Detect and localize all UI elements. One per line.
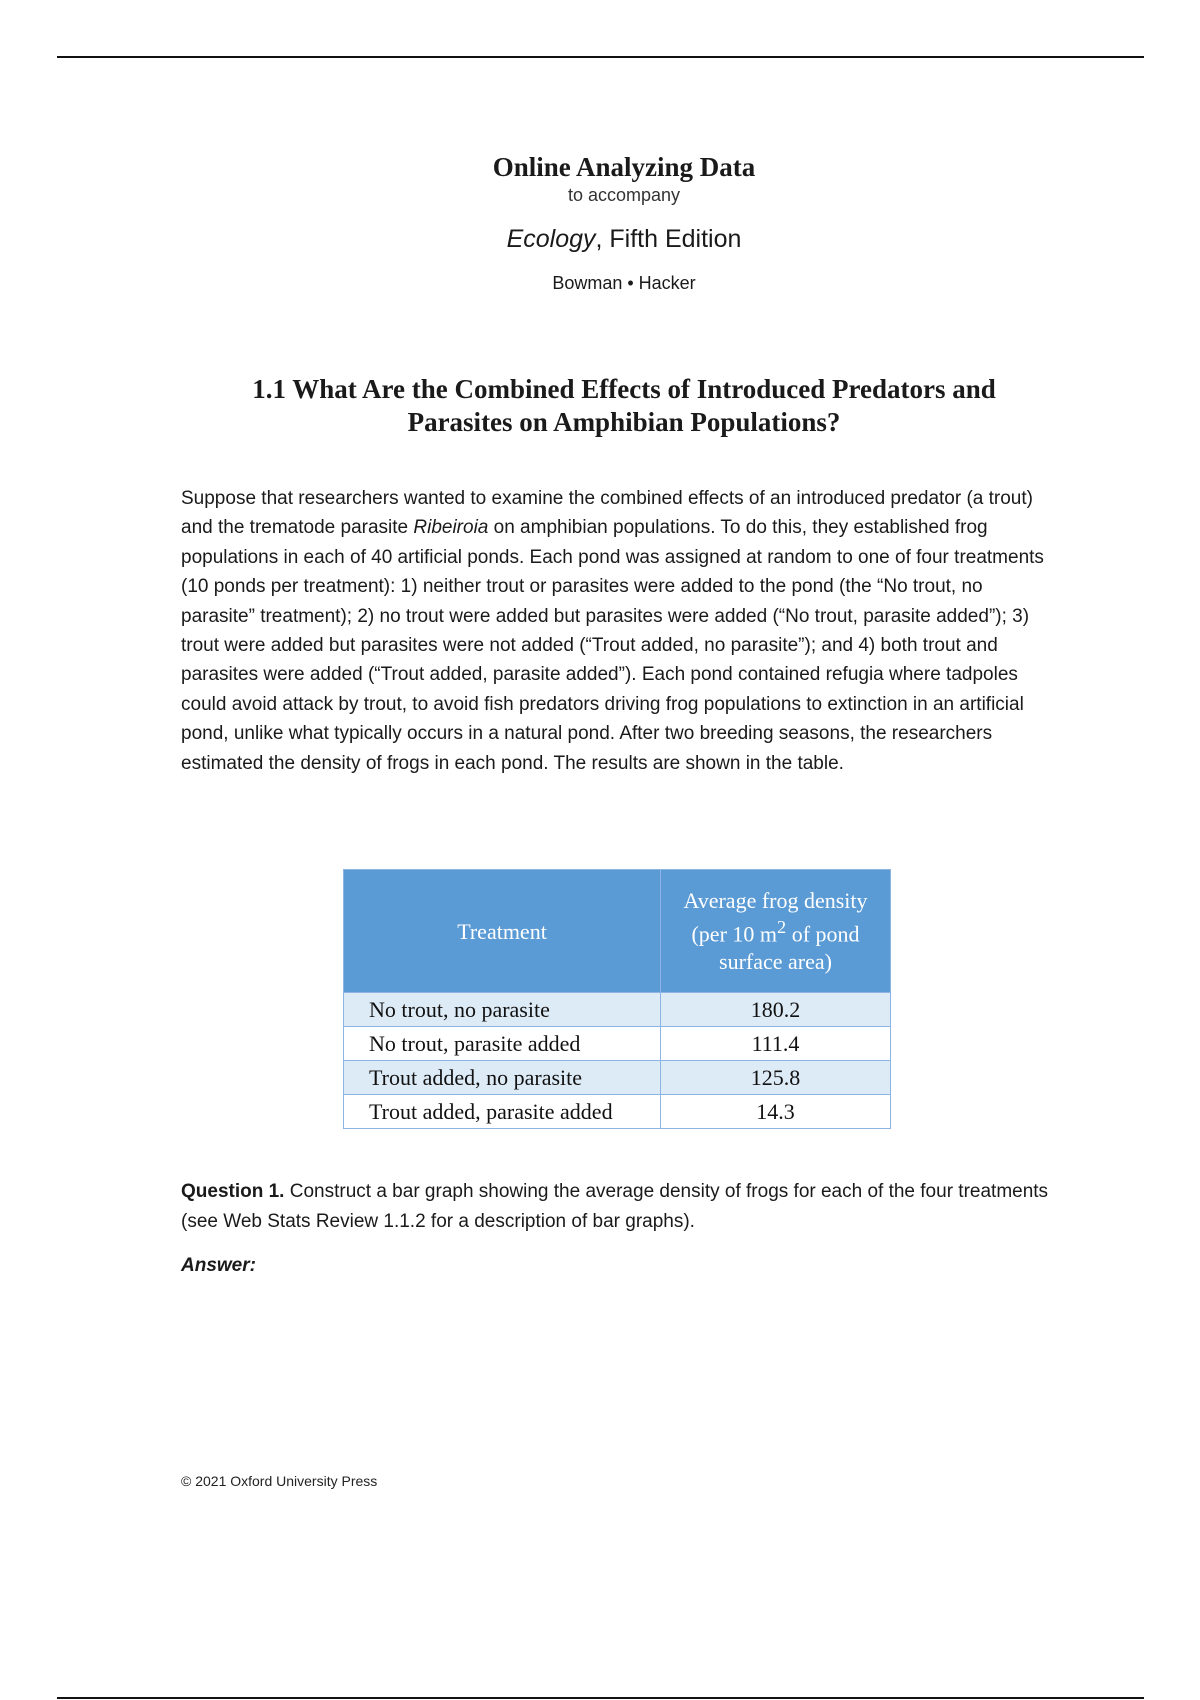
- book-title-line: [0, 224, 1200, 254]
- treatment-cell: Trout added, parasite added: [344, 1095, 661, 1129]
- intro-text-part1: Suppose that researchers wanted to examine the combined effects of an introduced predator (a trout) and the trematode parasite: [181, 488, 1033, 539]
- treatment-cell: No trout, parasite added: [344, 1027, 661, 1061]
- section-title: [180, 373, 1068, 439]
- results-table: [343, 869, 891, 1129]
- header-density-main: Average frog density (per 10 m: [683, 888, 868, 947]
- density-cell: 125.8: [661, 1061, 891, 1095]
- density-cell: 111.4: [661, 1027, 891, 1061]
- parasite-name: Ribeiroia: [413, 517, 489, 539]
- header-density: [661, 870, 891, 993]
- table-row: [344, 993, 891, 1027]
- treatment-cell: No trout, no parasite: [344, 993, 661, 1027]
- section-title-line1: 1.1 What Are the Combined Effects of Introduced Predators and: [252, 374, 996, 404]
- density-cell: 14.3: [661, 1095, 891, 1129]
- intro-paragraph: [181, 484, 1055, 778]
- copyright-notice: © 2021 Oxford University Press: [181, 1473, 378, 1489]
- document-subtitle: to accompany: [567, 185, 681, 205]
- section-title-line2: Parasites on Amphibian Populations?: [407, 407, 841, 437]
- header-density-tail: of pond surface area): [719, 921, 860, 974]
- book-edition: , Fifth Edition: [595, 225, 742, 253]
- top-rule: [57, 56, 1144, 58]
- document-header: [0, 150, 1200, 294]
- book-title: Ecology: [506, 225, 596, 253]
- table-row: [344, 1095, 891, 1129]
- question-1: [181, 1177, 1055, 1237]
- answer-label: Answer:: [181, 1255, 256, 1276]
- header-treatment: Treatment: [344, 870, 661, 993]
- question-label: Question 1.: [181, 1181, 285, 1202]
- header-density-superscript: 2: [777, 917, 787, 938]
- document-title: Online Analyzing Data: [492, 152, 756, 182]
- table-header-row: [344, 870, 891, 993]
- question-text: Construct a bar graph showing the average density of frogs for each of the four treatments (see Web Stats Review 1.1.2 for a description of bar graphs).: [181, 1181, 1049, 1232]
- intro-text-part2: on amphibian populations. To do this, they established frog populations in each of 40 artificial ponds. Each pond was assigned at random to one of four treatments (10 ponds per treatment): 1) neither trout or parasites were added to the pond (the “No trout, no parasite” treatment); 2) no trout were added but parasites were added (“No trout, parasite added”); 3) trout were added but parasites were not added (“Trout added, no parasite”); and 4) both trout and parasites were added (“Trout added, parasite added”). Each pond contained refugia where tadpoles could avoid attack by trout, to avoid fish predators driving frog populations to extinction in an artificial pond, unlike what typically occurs in a natural pond. After two breeding seasons, the researchers estimated the density of frogs in each pond. The results are shown in the table.: [181, 517, 1044, 774]
- table-row: [344, 1027, 891, 1061]
- density-cell: 180.2: [661, 993, 891, 1027]
- bottom-rule: [57, 1697, 1144, 1699]
- treatment-cell: Trout added, no parasite: [344, 1061, 661, 1095]
- book-authors: Bowman • Hacker: [552, 273, 696, 293]
- table-row: [344, 1061, 891, 1095]
